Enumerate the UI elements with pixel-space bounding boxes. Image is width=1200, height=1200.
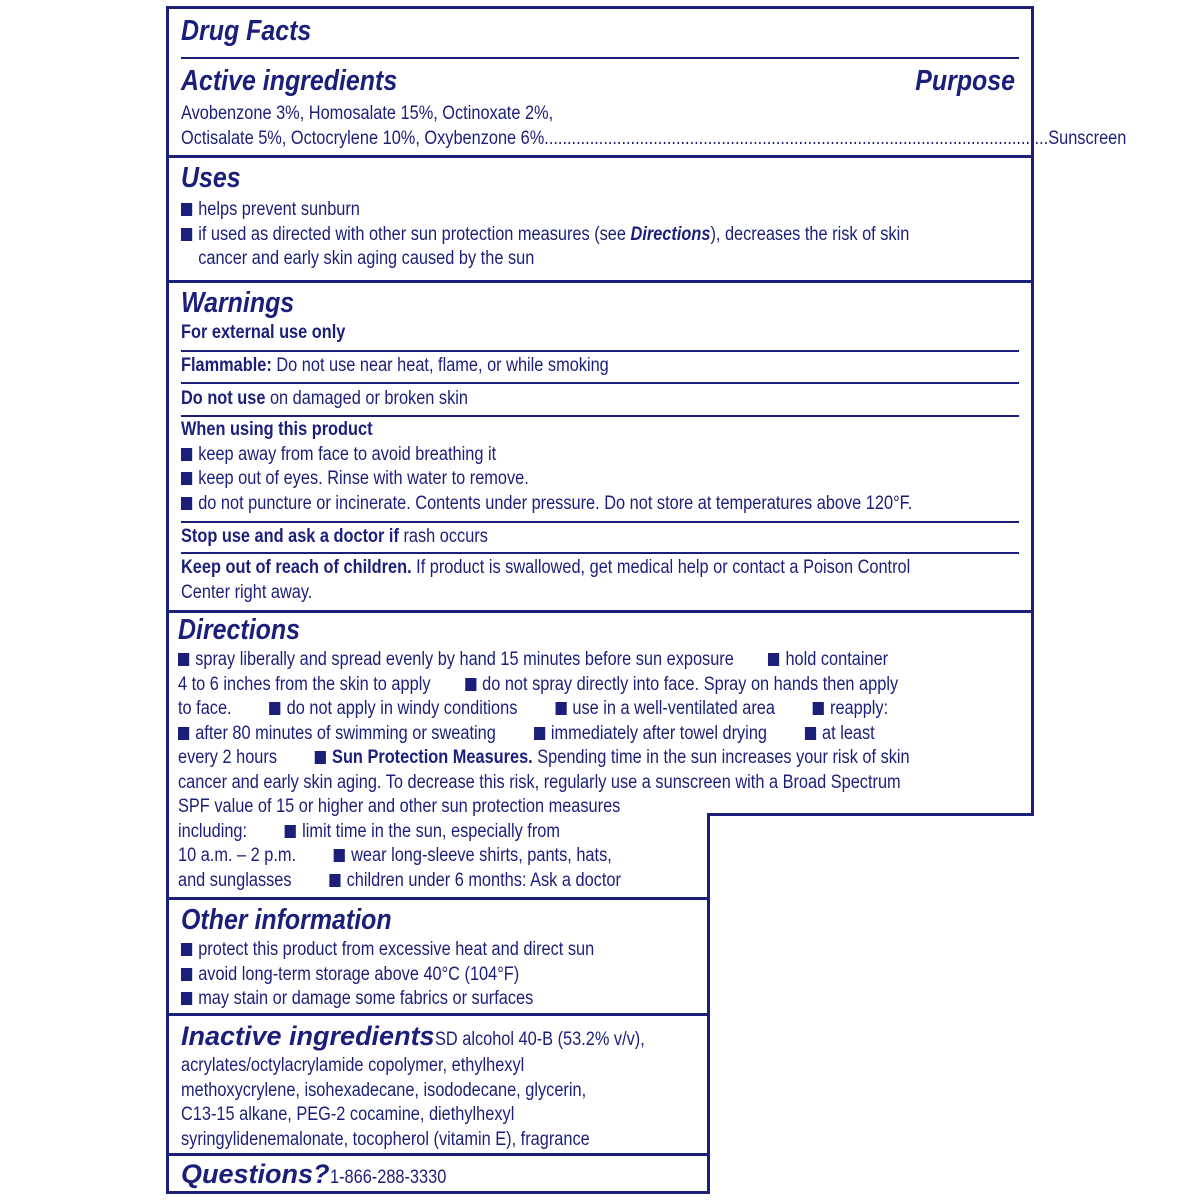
divider — [181, 382, 1019, 384]
bullet-icon — [315, 751, 326, 764]
bullet-icon — [285, 825, 296, 838]
other-information-item: avoid long-term storage above 40°C (104°F) — [198, 963, 520, 985]
other-information-list — [181, 938, 695, 1012]
external-use-text: For external use only — [181, 322, 346, 343]
questions-row — [181, 1158, 695, 1190]
uses-item-end: ), decreases the risk of skin — [710, 223, 910, 245]
other-information-section — [166, 897, 710, 1016]
bullet-icon — [178, 727, 189, 740]
drug-facts-label — [166, 6, 1127, 1194]
other-information-item: protect this product from excessive heat and direct sun — [198, 939, 595, 960]
directions-item: spray liberally and spread evenly by hand 15 minutes before sun exposure — [195, 649, 734, 670]
directions-item: reapply: — [830, 698, 889, 719]
bullet-icon — [181, 448, 192, 461]
uses-list — [181, 198, 1019, 272]
keep-out-warning — [181, 556, 1019, 605]
divider — [181, 350, 1019, 352]
bullet-icon — [181, 203, 192, 216]
bullet-icon — [768, 653, 779, 666]
divider — [181, 552, 1019, 554]
uses-heading: Uses — [181, 162, 241, 194]
bullet-icon — [329, 874, 340, 887]
when-using-item: keep away from face to avoid breathing it — [198, 443, 497, 465]
purpose-heading: Purpose — [915, 65, 1015, 97]
active-line-2 — [181, 127, 1127, 152]
directions-item-continued: 4 to 6 inches from the skin to apply — [178, 673, 431, 695]
keep-out-text-continued: Center right away. — [181, 581, 313, 603]
keep-out-label: Keep out of reach of children. — [181, 557, 412, 578]
active-ingredients-list: Octisalate 5%, Octocrylene 10%, Oxybenzone 6% — [181, 127, 545, 149]
directions-item: do not apply in windy conditions — [286, 698, 518, 719]
sun-protection-text: Spending time in the sun increases your risk of skin — [532, 747, 910, 768]
inactive-ingredients-text: SD alcohol 40-B (53.2% v/v), — [434, 1029, 645, 1050]
active-ingredients-section — [166, 6, 1127, 158]
uses-item-continued: cancer and early skin aging caused by the sun — [198, 248, 535, 269]
when-using-item: keep out of eyes. Rinse with water to remove. — [198, 468, 529, 489]
sun-protection-text-continued: including: — [178, 820, 248, 842]
flammable-text: Do not use near heat, flame, or while smoking — [271, 355, 609, 376]
bullet-icon — [465, 678, 476, 691]
active-ingredients-text — [181, 102, 1127, 151]
inactive-ingredients-text: syringylidenemalonate, tocopherol (vitamin E), fragrance — [181, 1128, 590, 1150]
divider — [181, 415, 1019, 417]
other-information-heading: Other information — [181, 904, 392, 936]
active-ingredients-heading: Active ingredients — [181, 65, 398, 97]
stop-use-label: Stop use and ask a doctor if — [181, 526, 399, 547]
sun-protection-label: Sun Protection Measures. — [332, 747, 533, 768]
bullet-icon — [181, 943, 192, 956]
when-using-label: When using this product — [181, 419, 373, 440]
directions-text — [178, 648, 1020, 893]
active-line-1: Avobenzone 3%, Homosalate 15%, Octinoxate 2%, — [181, 103, 554, 124]
bullet-icon — [181, 228, 192, 241]
inactive-ingredients-heading: Inactive ingredients — [181, 1021, 435, 1051]
questions-heading: Questions? — [181, 1159, 330, 1189]
bullet-icon — [181, 472, 192, 485]
inactive-ingredients-text: C13-15 alkane, PEG-2 cocamine, diethylhexyl — [181, 1104, 515, 1125]
directions-item: do not spray directly into face. Spray on hands then apply — [482, 673, 899, 695]
flammable-warning — [181, 354, 1019, 379]
bullet-icon — [181, 968, 192, 981]
inactive-ingredients-text: methoxycrylene, isohexadecane, isododecane, glycerin, — [181, 1079, 587, 1101]
inactive-heading-row — [181, 1020, 695, 1052]
when-using-item: do not puncture or incinerate. Contents under pressure. Do not store at temperatures above 120°F. — [198, 492, 913, 514]
flammable-label: Flammable: — [181, 355, 272, 376]
inactive-ingredients-section — [166, 1013, 710, 1156]
bullet-icon — [334, 849, 345, 862]
phone-number: 1-866-288-3330 — [329, 1167, 446, 1188]
bullet-icon — [805, 727, 816, 740]
directions-heading: Directions — [178, 614, 300, 646]
directions-item-continued: to face. — [178, 698, 232, 719]
sun-protection-item: limit time in the sun, especially from — [302, 820, 560, 842]
directions-item: at least — [822, 722, 875, 744]
bullet-icon — [813, 702, 824, 715]
uses-item: helps prevent sunburn — [198, 199, 360, 220]
uses-item: if used as directed with other sun protection measures (see — [198, 223, 631, 245]
uses-section — [166, 155, 1034, 283]
bullet-icon — [555, 702, 566, 715]
directions-item: immediately after towel drying — [550, 722, 767, 744]
bullet-icon — [181, 992, 192, 1005]
directions-item-continued: every 2 hours — [178, 747, 278, 768]
warnings-section — [166, 280, 1034, 613]
bullet-icon — [269, 702, 280, 715]
keep-out-text: If product is swallowed, get medical help or contact a Poison Control — [411, 557, 911, 578]
stop-use-text: rash occurs — [398, 526, 488, 547]
sun-protection-text-continued: SPF value of 15 or higher and other sun protection measures — [178, 796, 621, 817]
directions-item: use in a well-ventilated area — [572, 698, 775, 719]
directions-item: after 80 minutes of swimming or sweating — [195, 722, 496, 744]
inactive-ingredients-list — [181, 1054, 695, 1152]
do-not-use-label: Do not use — [181, 388, 266, 409]
sun-protection-item-continued: 10 a.m. – 2 p.m. — [178, 845, 297, 866]
bullet-icon — [534, 727, 545, 740]
drug-facts-title: Drug Facts — [181, 15, 312, 47]
directions-item: hold container — [785, 649, 889, 670]
directions-reference: Directions — [630, 223, 711, 245]
title-divider — [181, 57, 1019, 59]
warnings-heading: Warnings — [181, 287, 295, 319]
when-using-block — [181, 418, 1019, 516]
divider — [181, 521, 1019, 523]
inactive-ingredients-text: acrylates/octylacrylamide copolymer, ethylhexyl — [181, 1055, 525, 1076]
do-not-use-warning — [181, 387, 1019, 412]
questions-section — [166, 1153, 710, 1194]
purpose-value: Sunscreen — [1048, 127, 1127, 149]
sun-protection-item: children under 6 months: Ask a doctor — [346, 869, 621, 891]
leader-dots: ............................................................................................................... — [544, 127, 1049, 149]
do-not-use-text: on damaged or broken skin — [265, 388, 468, 409]
bullet-icon — [181, 497, 192, 510]
stop-use-warning — [181, 525, 1019, 550]
other-information-item: may stain or damage some fabrics or surfaces — [198, 988, 534, 1009]
sun-protection-text-continued: cancer and early skin aging. To decrease this risk, regularly use a sunscreen with a Broad Spectrum — [178, 771, 901, 793]
bullet-icon — [178, 653, 189, 666]
sun-protection-item: wear long-sleeve shirts, pants, hats, — [351, 845, 612, 866]
directions-section — [178, 614, 1020, 893]
sun-protection-item-continued: and sunglasses — [178, 869, 292, 891]
